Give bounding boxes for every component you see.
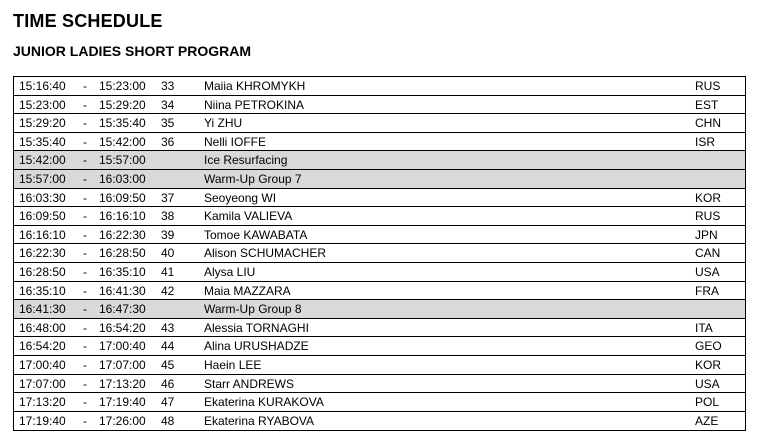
time-separator: -	[83, 246, 87, 261]
start-time-cell: 16:03:30	[19, 190, 66, 205]
nation-cell: KOR	[695, 357, 722, 372]
start-number-cell: 42	[161, 283, 175, 298]
name-cell: Maia MAZZARA	[204, 283, 291, 298]
nation-cell: AZE	[695, 413, 719, 428]
start-time-cell: 17:07:00	[19, 376, 66, 391]
start-time-cell: 15:23:00	[19, 97, 66, 112]
start-number-cell: 45	[161, 357, 175, 372]
schedule-row	[14, 114, 745, 133]
start-number-cell: 44	[161, 339, 175, 354]
event-subtitle: JUNIOR LADIES SHORT PROGRAM	[13, 43, 252, 59]
end-time-cell: 17:13:20	[99, 376, 146, 391]
start-time-cell: 16:28:50	[19, 264, 66, 279]
nation-cell: ITA	[695, 320, 713, 335]
end-time-cell: 16:03:00	[99, 171, 146, 186]
start-number-cell: 36	[161, 134, 175, 149]
start-number-cell: 33	[161, 79, 175, 93]
start-time-cell: 15:29:20	[19, 116, 66, 131]
time-separator: -	[83, 376, 87, 391]
nation-cell: GEO	[695, 339, 722, 354]
end-time-cell: 17:26:00	[99, 413, 146, 428]
nation-cell: USA	[695, 264, 720, 279]
name-cell: Alysa LIU	[204, 264, 256, 279]
time-separator: -	[83, 357, 87, 372]
start-number-cell: 34	[161, 97, 175, 112]
start-number-cell: 37	[161, 190, 175, 205]
nation-cell: JPN	[695, 227, 718, 242]
nation-cell: KOR	[695, 190, 722, 205]
end-time-cell: 17:07:00	[99, 357, 146, 372]
end-time-cell: 16:47:30	[99, 302, 146, 317]
name-cell: Niina PETROKINA	[204, 97, 305, 112]
start-time-cell: 17:13:20	[19, 395, 66, 410]
start-number-cell: 46	[161, 376, 175, 391]
name-cell: Warm-Up Group 7	[204, 171, 302, 186]
nation-cell: EST	[695, 97, 719, 112]
name-cell: Maiia KHROMYKH	[204, 79, 306, 93]
name-cell: Starr ANDREWS	[204, 376, 295, 391]
name-cell: Ekaterina RYABOVA	[204, 413, 315, 428]
start-number-cell: 38	[161, 209, 175, 224]
name-cell: Alessia TORNAGHI	[204, 320, 309, 335]
schedule-row	[14, 356, 745, 375]
schedule-row	[14, 393, 745, 412]
name-cell: Alina URUSHADZE	[204, 339, 309, 354]
schedule-break-row	[14, 170, 745, 189]
time-separator: -	[83, 395, 87, 410]
end-time-cell: 15:23:00	[99, 79, 146, 93]
start-number-cell: 48	[161, 413, 175, 428]
start-number-cell: 39	[161, 227, 175, 242]
schedule-table	[13, 76, 746, 431]
nation-cell: USA	[695, 376, 720, 391]
time-separator: -	[83, 320, 87, 335]
schedule-row	[14, 244, 745, 263]
end-time-cell: 15:42:00	[99, 134, 146, 149]
time-separator: -	[83, 209, 87, 224]
schedule-break-row	[14, 300, 745, 319]
schedule-row	[14, 375, 745, 394]
name-cell: Nelli IOFFE	[204, 134, 267, 149]
end-time-cell: 16:28:50	[99, 246, 146, 261]
end-time-cell: 15:57:00	[99, 153, 146, 168]
schedule-row	[14, 96, 745, 115]
nation-cell: POL	[695, 395, 720, 410]
nation-cell: CAN	[695, 246, 721, 261]
schedule-row	[14, 282, 745, 301]
end-time-cell: 16:35:10	[99, 264, 146, 279]
start-time-cell: 15:57:00	[19, 171, 66, 186]
name-cell: Seoyeong WI	[204, 190, 277, 205]
time-separator: -	[83, 153, 87, 168]
start-number-cell: 43	[161, 320, 175, 335]
start-time-cell: 15:35:40	[19, 134, 66, 149]
start-time-cell: 15:42:00	[19, 153, 66, 168]
end-time-cell: 16:54:20	[99, 320, 146, 335]
time-separator: -	[83, 302, 87, 317]
start-number-cell: 47	[161, 395, 175, 410]
schedule-row	[14, 412, 745, 431]
nation-cell: RUS	[695, 79, 721, 93]
name-cell: Kamila VALIEVA	[204, 209, 293, 224]
start-time-cell: 16:16:10	[19, 227, 66, 242]
time-separator: -	[83, 264, 87, 279]
start-time-cell: 16:48:00	[19, 320, 66, 335]
end-time-cell: 16:22:30	[99, 227, 146, 242]
end-time-cell: 17:19:40	[99, 395, 146, 410]
start-time-cell: 16:35:10	[19, 283, 66, 298]
time-separator: -	[83, 339, 87, 354]
end-time-cell: 16:16:10	[99, 209, 146, 224]
start-time-cell: 15:16:40	[19, 79, 66, 93]
start-number-cell: 41	[161, 264, 175, 279]
time-separator: -	[83, 134, 87, 149]
name-cell: Tomoe KAWABATA	[204, 227, 308, 242]
start-time-cell: 17:00:40	[19, 357, 66, 372]
start-time-cell: 16:54:20	[19, 339, 66, 354]
nation-cell: ISR	[695, 134, 716, 149]
schedule-row	[14, 337, 745, 356]
start-time-cell: 16:22:30	[19, 246, 66, 261]
schedule-row	[14, 133, 745, 152]
start-time-cell: 17:19:40	[19, 413, 66, 428]
nation-cell: RUS	[695, 209, 721, 224]
name-cell: Alison SCHUMACHER	[204, 246, 327, 261]
time-separator: -	[83, 79, 87, 93]
time-separator: -	[83, 97, 87, 112]
page-title: TIME SCHEDULE	[13, 11, 163, 31]
end-time-cell: 15:35:40	[99, 116, 146, 131]
end-time-cell: 16:41:30	[99, 283, 146, 298]
schedule-row	[14, 207, 745, 226]
end-time-cell: 15:29:20	[99, 97, 146, 112]
name-cell: Ekaterina KURAKOVA	[204, 395, 324, 410]
start-time-cell: 16:41:30	[19, 302, 66, 317]
time-separator: -	[83, 190, 87, 205]
time-separator: -	[83, 413, 87, 428]
end-time-cell: 16:09:50	[99, 190, 146, 205]
name-cell: Yi ZHU	[204, 116, 243, 131]
end-time-cell: 17:00:40	[99, 339, 146, 354]
schedule-row	[14, 77, 745, 96]
start-number-cell: 35	[161, 116, 175, 131]
schedule-row	[14, 263, 745, 282]
nation-cell: CHN	[695, 116, 721, 131]
name-cell: Warm-Up Group 8	[204, 302, 302, 317]
schedule-break-row	[14, 151, 745, 170]
name-cell: Ice Resurfacing	[204, 153, 288, 168]
start-number-cell: 40	[161, 246, 175, 261]
nation-cell: FRA	[695, 283, 719, 298]
start-time-cell: 16:09:50	[19, 209, 66, 224]
time-separator: -	[83, 171, 87, 186]
time-separator: -	[83, 227, 87, 242]
name-cell: Haein LEE	[204, 357, 262, 372]
schedule-row	[14, 226, 745, 245]
schedule-row	[14, 189, 745, 208]
time-separator: -	[83, 283, 87, 298]
schedule-row	[14, 319, 745, 338]
time-separator: -	[83, 116, 87, 131]
